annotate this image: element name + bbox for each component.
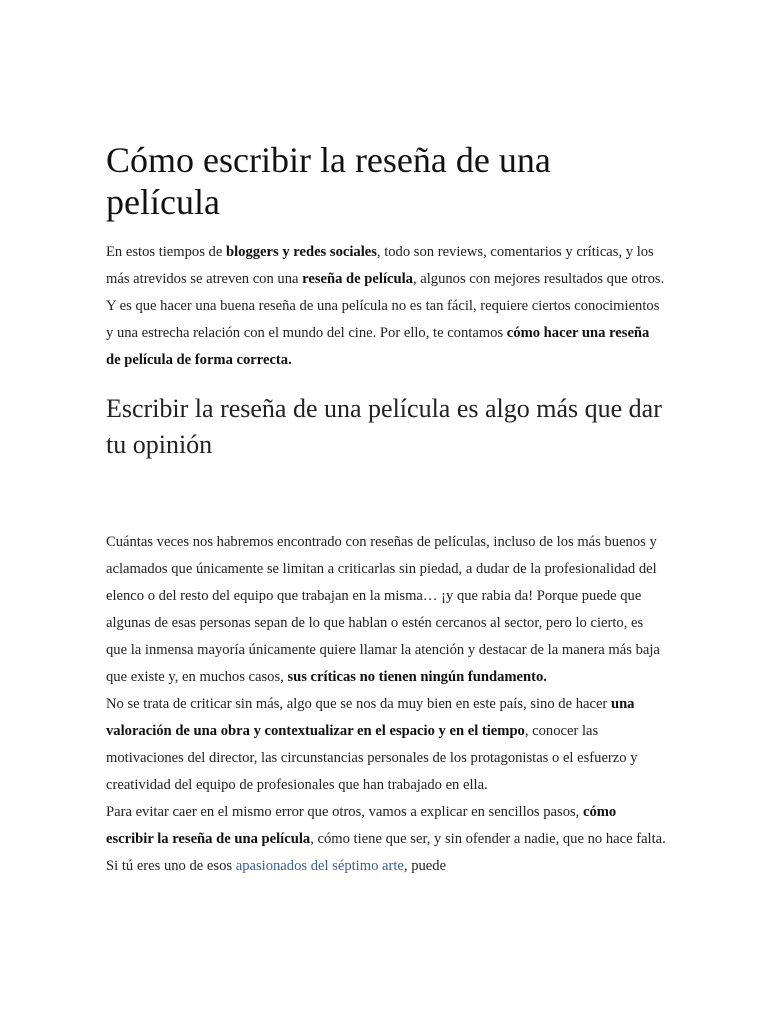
paragraph-1 <box>106 529 666 691</box>
intro-bold-como-hacer: cómo hacer una reseña de película de forma correcta. <box>106 325 650 368</box>
intro-paragraph <box>106 239 666 374</box>
paragraph-3-text-3: , puede <box>403 858 447 874</box>
paragraph-1-bold: sus críticas no tienen ningún fundamento. <box>287 669 547 685</box>
intro-bold-bloggers: bloggers y redes sociales <box>225 244 377 260</box>
intro-text-3: , algunos con mejores resultados que otros. Y es que hacer una buena reseña de una película no es tan fácil, requiere ciertos conocimientos y una estrecha relación con el mundo del cine. Por ello, te contamos <box>106 271 665 341</box>
article <box>106 139 666 880</box>
intro-bold-resena: reseña de película <box>302 271 413 287</box>
section-heading: Escribir la reseña de una película es algo más que dar tu opinión <box>106 394 662 459</box>
paragraph-2 <box>106 691 666 799</box>
paragraph-3-bold: cómo escribir la reseña de una película <box>106 804 617 847</box>
paragraph-3 <box>106 799 666 880</box>
article-title: Cómo escribir la reseña de una película <box>106 140 551 222</box>
septimo-arte-link[interactable]: apasionados del séptimo arte <box>235 858 404 874</box>
intro-text-2: , todo son reviews, comentarios y críticas, y los más atrevidos se atreven con una <box>106 244 654 287</box>
paragraph-3-text-2: , cómo tiene que ser, y sin ofender a nadie, que no hace falta. Si tú eres uno de esos <box>106 831 666 874</box>
paragraph-2-bold: una valoración de una obra y contextualizar en el espacio y en el tiempo <box>106 696 635 739</box>
intro-text-1: En estos tiempos de <box>106 244 226 260</box>
paragraph-2-text-2: , conocer las motivaciones del director, las circunstancias personales de los protagonistas o el esfuerzo y creatividad del equipo de profesionales que han trabajado en ella. <box>106 723 638 793</box>
paragraph-2-text-1: No se trata de criticar sin más, algo que se nos da muy bien en este país, sino de hacer <box>106 696 611 712</box>
paragraph-3-text-1: Para evitar caer en el mismo error que otros, vamos a explicar en sencillos pasos, <box>106 804 583 820</box>
paragraph-1-text: Cuántas veces nos habremos encontrado con reseñas de películas, incluso de los más buenos y aclamados que únicamente se limitan a criticarlas sin piedad, a dudar de la profesionalidad del elenco o del resto del equipo que trabajan en la misma… ¡y que rabia da! Porque puede que algunas de esas personas sepan de lo que hablan o estén cercanos al sector, pero lo cierto, es que la inmensa mayoría únicamente quiere llamar la atención y destacar de la manera más baja que existe y, en muchos casos, <box>106 534 660 685</box>
